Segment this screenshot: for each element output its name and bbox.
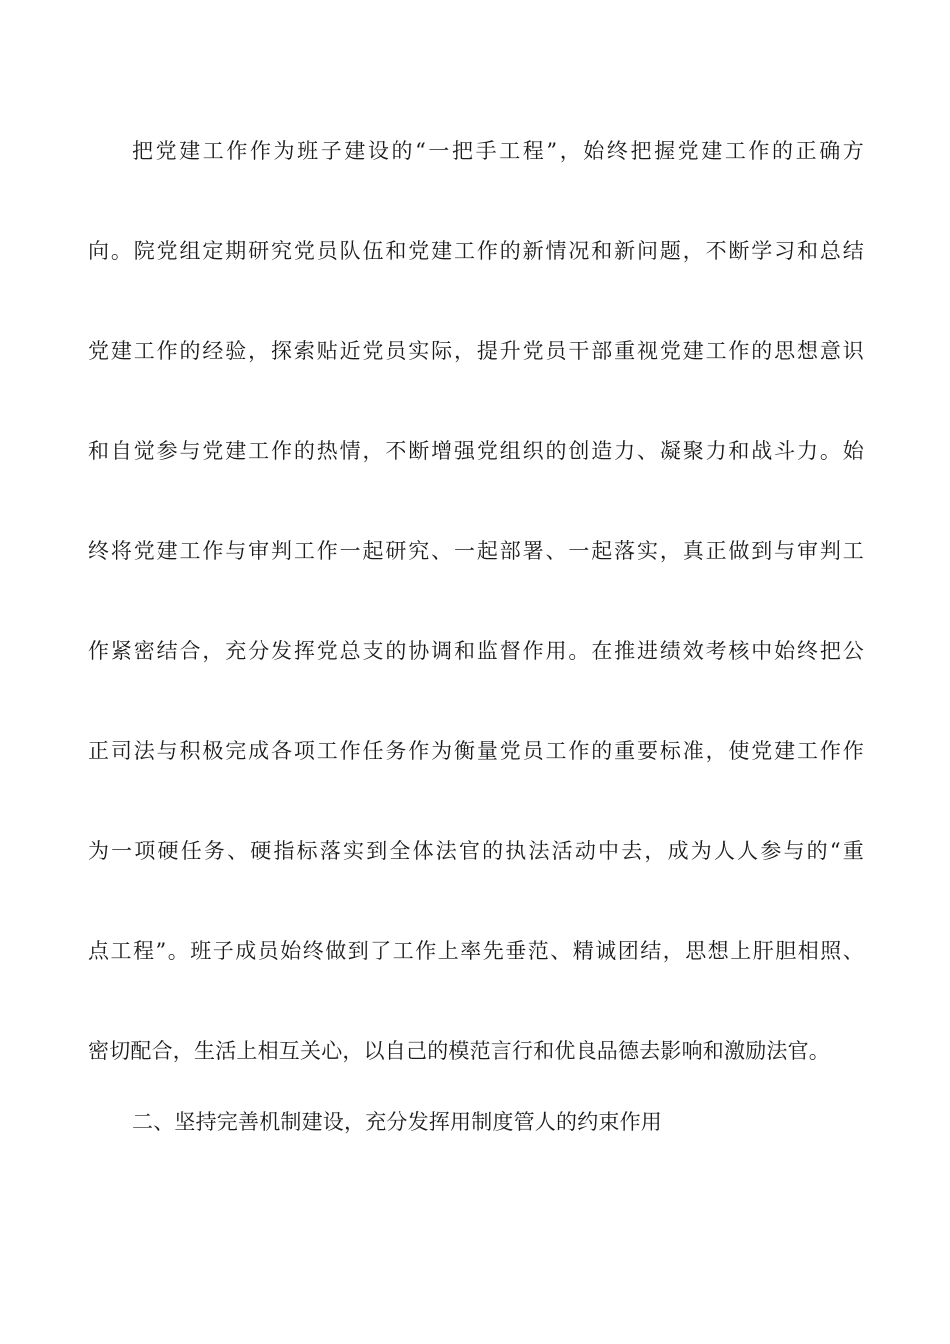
section-heading: 二、坚持完善机制建设，充分发挥用制度管人的约束作用: [132, 1110, 662, 1134]
paragraph-line: 正司法与积极完成各项工作任务作为衡量党员工作的重要标准，使党建工作作: [88, 739, 864, 763]
paragraph-line: 把党建工作作为班子建设的“一把手工程”，始终把握党建工作的正确方: [132, 139, 864, 163]
paragraph-line: 和自觉参与党建工作的热情，不断增强党组织的创造力、凝聚力和战斗力。始: [88, 439, 864, 463]
paragraph-line: 点工程”。班子成员始终做到了工作上率先垂范、精诚团结，思想上肝胆相照、: [88, 939, 864, 963]
paragraph-line: 密切配合，生活上相互关心，以自己的模范言行和优良品德去影响和激励法官。: [88, 1039, 830, 1063]
paragraph-line: 党建工作的经验，探索贴近党员实际，提升党员干部重视党建工作的思想意识: [88, 339, 864, 363]
paragraph-line: 终将党建工作与审判工作一起研究、一起部署、一起落实，真正做到与审判工: [88, 539, 864, 563]
paragraph-line: 向。院党组定期研究党员队伍和党建工作的新情况和新问题，不断学习和总结: [88, 239, 864, 263]
paragraph-line: 为一项硬任务、硬指标落实到全体法官的执法活动中去，成为人人参与的“重: [88, 839, 864, 863]
paragraph-line: 作紧密结合，充分发挥党总支的协调和监督作用。在推进绩效考核中始终把公: [88, 639, 864, 663]
